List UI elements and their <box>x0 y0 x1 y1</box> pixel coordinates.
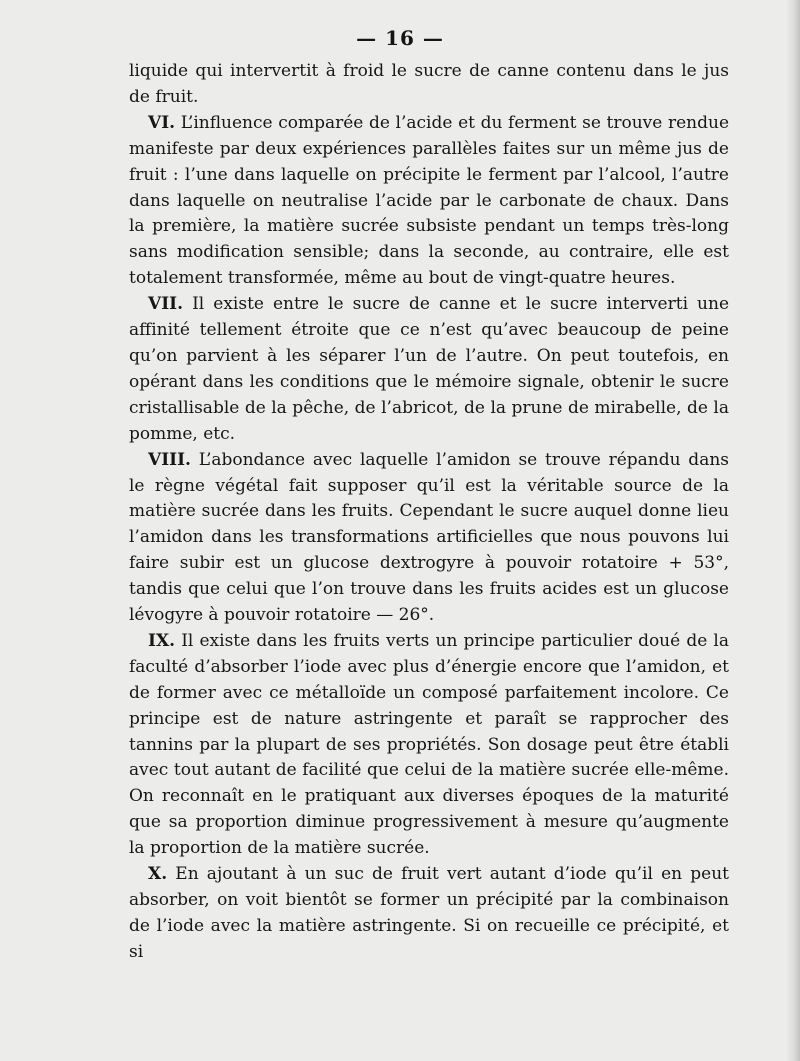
paragraph-text: L’abondance avec laquelle l’amidon se trouve répandu dans le règne végétal fait supposer qu’il est la véritable source de la matière sucrée dans les fruits. Cependant le sucre auquel donne lieu l’amidon dans les transformations artificielles que nous pouvons lui faire subir est un glucose dextrogyre à pouvoir rotatoire + 53°, tandis que celui que l’on trouve dans les fruits acides est un glucose lévogyre à pouvoir rotatoire — 26°. <box>129 449 729 626</box>
paragraph-ix <box>129 629 729 862</box>
paragraph-text: Il existe entre le sucre de canne et le sucre interverti une affinité tellement étroite que ce n’est qu’avec beaucoup de peine qu’on parvient à les séparer l’un de l’autre. On peut toutefois, en opérant dans les conditions que le mémoire signale, obtenir le sucre cristallisable de la pêche, de l’abricot, de la prune de mirabelle, de la pomme, etc. <box>129 294 730 444</box>
paragraph-viii <box>129 448 729 629</box>
section-number: VIII. <box>148 449 191 470</box>
page-number: — 16 — <box>356 26 444 50</box>
continuation-paragraph: liquide qui intervertit à froid le sucre de canne contenu dans le jus de fruit. <box>129 61 729 107</box>
paragraph-vii <box>129 292 729 447</box>
paragraph-text: En ajoutant à un suc de fruit vert autant d’iode qu’il en peut absorber, on voit bientôt se former un précipité par la combinaison de l’iode avec la matière astringente. Si on recueille ce précipité, et si <box>129 864 729 962</box>
paragraph-text: L’influence comparée de l’acide et du ferment se trouve rendue manifeste par deux expériences parallèles faites sur un même jus de fruit : l’une dans laquelle on précipite le ferment par l’alcool, l’autre dans laquelle on neutralise l’acide par le carbonate de chaux. Dans la première, la matière sucrée subsiste pendant un temps très-long sans modification sensible; dans la seconde, au contraire, elle est totalement transformée, même au bout de vingt-quatre heures. <box>129 112 729 289</box>
paragraph-vi <box>129 111 729 292</box>
body-text <box>129 59 729 966</box>
section-number: IX. <box>148 630 176 651</box>
section-number: X. <box>148 864 168 885</box>
paragraph-text: Il existe dans les fruits verts un principe particulier doué de la faculté d’absorber l’iode avec plus d’énergie encore que l’amidon, et de former avec ce métalloïde un composé parfaitement incolore. Ce principe est de nature astringente et paraît se rapprocher des tannins par la plupart de ses propriétés. Son dosage peut être établi avec tout autant de facilité que celui de la matière sucrée elle-même. On reconnaît en le pratiquant aux diverses époques de la maturité que sa proportion diminue progressivement à mesure qu’augmente la proportion de la matière sucrée. <box>129 630 729 859</box>
paragraph-x <box>129 862 729 966</box>
section-number: VII. <box>148 294 184 315</box>
page-edge-shadow <box>786 0 800 1061</box>
section-number: VI. <box>148 112 176 133</box>
